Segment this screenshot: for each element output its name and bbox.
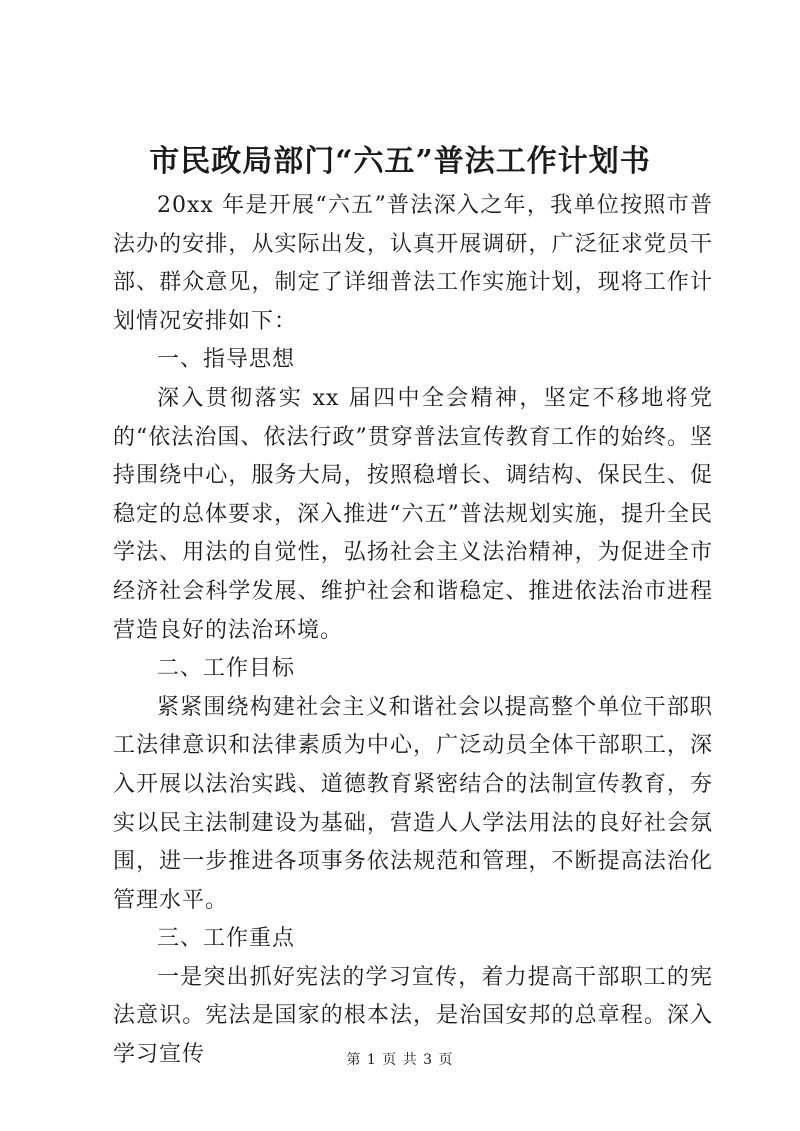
- page-number-footer: 第 1 页 共 3 页: [346, 1052, 454, 1068]
- document-title: 市民政局部门“六五”普法工作计划书: [149, 144, 651, 179]
- work-goals-paragraph: 紧紧围绕构建社会主义和谐社会以提高整个单位干部职工法律意识和法律素质为中心，广泛动员全体干部职工，深入开展以法治实践、道德教育紧密结合的法制宣传教育，夯实以民主法制建设为基础，营造人人学法用法的良好社会氛围，进一步推进各项事务依法规范和管理，不断提高法治化管理水平。: [113, 694, 713, 913]
- section-heading-guiding-ideology: 一、指导思想: [157, 347, 296, 373]
- intro-paragraph: 20xx 年是开展“六五”普法深入之年，我单位按照市普法办的安排，从实际出发，认真开展调研，广泛征求党员干部、群众意见，制定了详细普法工作实施计划，现将工作计划情况安排如下：: [113, 193, 713, 334]
- guiding-ideology-paragraph: 深入贯彻落实 xx 届四中全会精神，坚定不移地将党的“依法治国、依法行政”贯穿普法宣传教育工作的始终。坚持围绕中心，服务大局，按照稳增长、调结构、保民生、促稳定的总体要求，深入推进“六五”普法规划实施，提升全民学法、用法的自觉性，弘扬社会主义法治精神，为促进全市经济社会科学发展、维护社会和谐稳定、推进依法治市进程营造良好的法治环境。: [113, 385, 713, 643]
- work-focus-paragraph: 一是突出抓好宪法的学习宣传，着力提高干部职工的宪法意识。宪法是国家的根本法，是治国安邦的总章程。深入学习宣传: [113, 964, 713, 1068]
- section-heading-work-goals: 二、工作目标: [157, 656, 296, 682]
- document-body: [113, 187, 713, 1075]
- section-heading-work-focus: 三、工作重点: [157, 926, 296, 952]
